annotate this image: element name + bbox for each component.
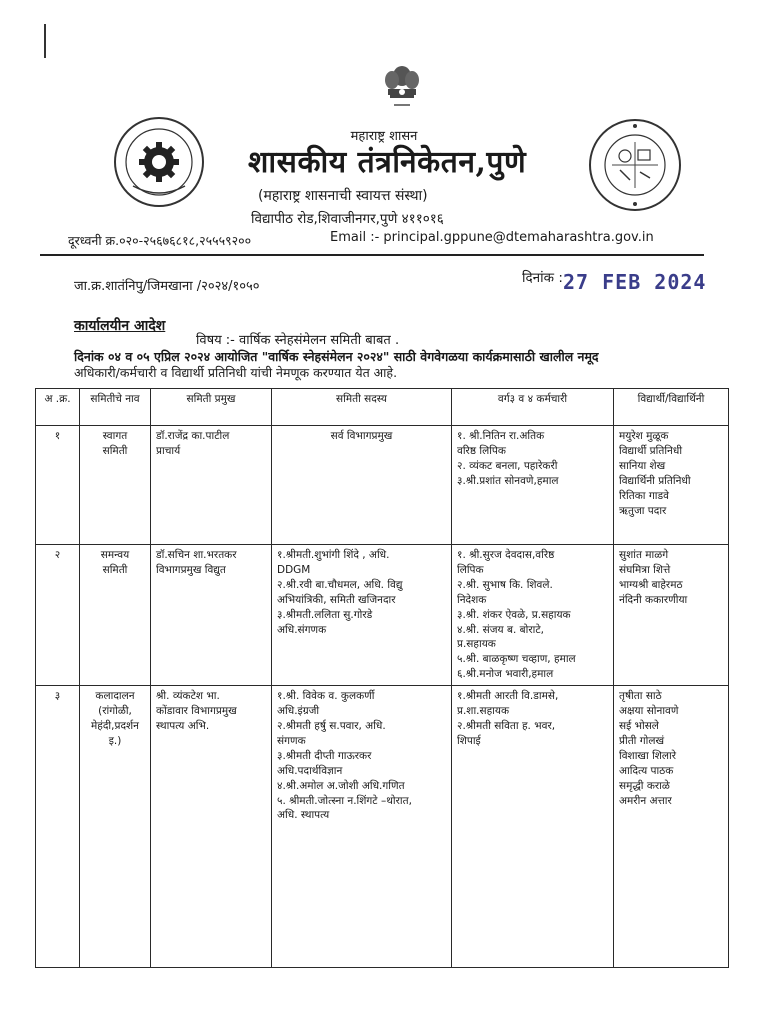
cell-line: प्र.सहायक xyxy=(457,638,496,651)
cell-line: DDGM xyxy=(277,563,311,576)
cell-sr: २ xyxy=(36,545,80,686)
subject-line: विषय :- वार्षिक स्नेहसंमेलन समिती बाबत . xyxy=(196,333,400,348)
cell-line: भाग्यश्री बाहेरमठ xyxy=(619,578,683,591)
cell-students xyxy=(614,686,729,968)
cell-line: ५. श्रीमती.जोत्स्ना न.शिंगटे –थोरात, xyxy=(277,794,412,807)
cell-line: १.श्री. विवेक व. कुलकर्णी xyxy=(277,690,375,703)
cell-line: सर्व विभागप्रमुख xyxy=(330,430,393,442)
cell-line: १.श्रीमती आरती वि.डामसे, xyxy=(457,690,559,703)
cell-committee-name xyxy=(80,686,151,968)
cell-line: निदेशक xyxy=(457,593,487,606)
header-class-3-4-staff: वर्ग३ व ४ कर्मचारी xyxy=(452,389,614,426)
cell-line: १. श्री.सुरज देवदास,वरिष्ठ xyxy=(457,549,555,561)
cell-line: ३.श्री. शंकर ऐवळे, प्र.सहायक xyxy=(457,608,571,621)
cell-line: इ.) xyxy=(108,734,122,747)
cell-line: श्री. व्यंकटेश भा. xyxy=(156,690,220,703)
cell-line: ३.श्रीमती दीप्ती गाऊरकर xyxy=(277,749,372,762)
cell-line: २. व्यंकट बनला, पहारेकरी xyxy=(457,459,558,472)
intro-paragraph-line-2: अधिकारी/कर्मचारी व विद्यार्थी प्रतिनिधी यांची नेमणूक करण्यात येत आहे. xyxy=(74,365,398,380)
cell-line: ४.श्री. संजय ब. बोराटे, xyxy=(457,623,544,636)
header-divider xyxy=(40,254,704,256)
header-committee-head: समिती प्रमुख xyxy=(151,389,272,426)
cell-line: समन्वय xyxy=(100,549,130,561)
table-row xyxy=(36,545,729,686)
cell-line: अभियांत्रिकी, समिती खजिनदार xyxy=(277,593,396,606)
header-committee-name: समितीचे नाव xyxy=(80,389,151,426)
cell-committee-head xyxy=(151,426,272,545)
cell-line: मेहंदी,प्रदर्शन xyxy=(90,719,139,732)
cell-line: डॉ.सचिन शा.भरतकर xyxy=(156,549,237,561)
cell-students xyxy=(614,545,729,686)
cell-committee-head xyxy=(151,686,272,968)
cell-line: २.श्रीमती हर्षु स.पवार, अधि. xyxy=(277,719,386,732)
cell-line: विशाखा शिलारे xyxy=(619,749,677,762)
cell-sr: १ xyxy=(36,426,80,545)
cell-line: प्र.शा.सहायक xyxy=(457,705,510,718)
cell-committee-name xyxy=(80,545,151,686)
national-emblem-icon xyxy=(380,64,424,120)
cell-line: १.श्रीमती.शुभांगी शिंदे , अधि. xyxy=(277,549,390,561)
cell-line: समिती xyxy=(102,563,128,576)
table-row xyxy=(36,426,729,545)
cell-line: ३.श्री.प्रशांत सोनवणे,हमाल xyxy=(457,474,559,487)
cell-line: स्वागत xyxy=(102,430,128,442)
cell-line: मयुरेश मुळूक xyxy=(619,430,669,442)
cell-class-3-4-staff xyxy=(452,686,614,968)
table-row xyxy=(36,686,729,968)
cell-line: डॉ.राजेंद्र का.पाटील xyxy=(156,430,230,442)
cell-committee-members xyxy=(272,545,452,686)
state-government-line: महाराष्ट्र शासन xyxy=(350,129,418,144)
date-label: दिनांक : xyxy=(522,270,563,286)
cell-line: वरिष्ठ लिपिक xyxy=(457,444,506,457)
table-header-row xyxy=(36,389,729,426)
cell-line: अधि.इंग्रजी xyxy=(277,705,320,718)
cell-line: स्थापत्य अभि. xyxy=(156,719,210,732)
header-students: विद्यार्थी/विद्यार्थिनी xyxy=(614,389,729,426)
cell-line: अक्षया सोनावणे xyxy=(619,705,679,718)
cell-line: समृद्धी कराळे xyxy=(619,779,670,792)
order-heading: कार्यालयीन आदेश xyxy=(74,318,166,334)
cell-line: (रांगोळी, xyxy=(98,705,132,718)
institute-subtitle: (महाराष्ट्र शासनाची स्वायत्त संस्था) xyxy=(258,188,428,204)
cell-line: ३.श्रीमती.ललिता सु.गोरडे xyxy=(277,608,373,621)
cell-line: १. श्री.नितिन रा.अतिक xyxy=(457,430,545,442)
intro-paragraph-line-1: दिनांक ०४ व ०५ एप्रिल २०२४ आयोजित "वार्षिक स्नेहसंमेलन २०२४" साठी वेगवेगळया कार्यक्रमासाठी खालील नमूद xyxy=(74,349,599,364)
cell-line: शिपाई xyxy=(457,734,481,747)
cell-line: अधि. स्थापत्य xyxy=(277,809,330,822)
cell-line: संघमित्रा शित्ते xyxy=(619,563,671,576)
cell-line: २.श्रीमती सविता ह. भवर, xyxy=(457,719,556,732)
cell-line: ५.श्री. बाळकृष्ण चव्हाण, हमाल xyxy=(457,653,576,666)
cell-committee-members xyxy=(272,686,452,968)
cell-line: सई भोसले xyxy=(619,719,659,732)
cell-line: तृषीता साठे xyxy=(619,690,662,703)
cell-committee-head xyxy=(151,545,272,686)
cell-line: कोंडावार विभागप्रमुख xyxy=(156,705,237,718)
cell-line: ऋतुजा पदार xyxy=(619,504,667,517)
cell-committee-name xyxy=(80,426,151,545)
institute-address: विद्यापीठ रोड,शिवाजीनगर,पुणे ४११०१६ xyxy=(251,211,444,227)
cell-line: विभागप्रमुख विद्युत xyxy=(156,563,226,576)
cell-line: विद्यार्थिनी प्रतिनिधी xyxy=(619,474,691,487)
cell-line: अधि.पदार्थविज्ञान xyxy=(277,764,343,777)
cell-committee-members xyxy=(272,426,452,545)
committee-table xyxy=(35,388,729,968)
cell-line: सानिया शेख xyxy=(619,459,666,472)
cell-line: प्रीती गोलखं xyxy=(619,734,665,747)
cell-students xyxy=(614,426,729,545)
margin-mark xyxy=(44,24,46,58)
header-committee-members: समिती सदस्य xyxy=(272,389,452,426)
cell-line: ६.श्री.मनोज भवारी,हमाल xyxy=(457,668,554,681)
cell-class-3-4-staff xyxy=(452,545,614,686)
cell-line: प्राचार्य xyxy=(156,444,181,457)
cell-line: २.श्री.रवी बा.चौधमल, अधि. विद्यु xyxy=(277,578,403,591)
cell-line: आदित्य पाठक xyxy=(619,764,674,777)
cell-sr: ३ xyxy=(36,686,80,968)
cell-class-3-4-staff xyxy=(452,426,614,545)
cell-line: रितिका गाडवे xyxy=(619,489,669,502)
header-sr: अ .क्र. xyxy=(36,389,80,426)
institute-name: शासकीय तंत्रनिकेतन,पुणे xyxy=(248,145,527,180)
cell-line: विद्यार्थी प्रतिनिधी xyxy=(619,444,683,457)
cell-line: २.श्री. सुभाष कि. शिवले. xyxy=(457,578,553,591)
cell-line: अमरीन अत्तार xyxy=(619,794,672,807)
cell-line: समिती xyxy=(102,444,128,457)
cell-line: संगणक xyxy=(277,734,306,747)
phone-numbers: दूरध्वनी क्र.०२०-२५६७६८१८,२५५५९२०० xyxy=(68,233,252,248)
reference-number: जा.क्र.शातंनिपु/जिमखाना /२०२४/१०५० xyxy=(74,279,260,294)
email-address: Email :- principal.gppune@dtemaharashtra.gov.in xyxy=(330,230,654,245)
date-stamp: 27 FEB 2024 xyxy=(563,270,707,294)
cell-line: लिपिक xyxy=(457,563,484,576)
cell-line: कलादालन xyxy=(95,690,135,703)
cell-line: अधि.संगणक xyxy=(277,623,327,636)
cell-line: ४.श्री.अमोल अ.जोशी अधि.गणित xyxy=(277,779,405,792)
cell-line: नंदिनी ककारणीया xyxy=(619,593,688,606)
cell-line: सुशांत माळगे xyxy=(619,549,669,561)
